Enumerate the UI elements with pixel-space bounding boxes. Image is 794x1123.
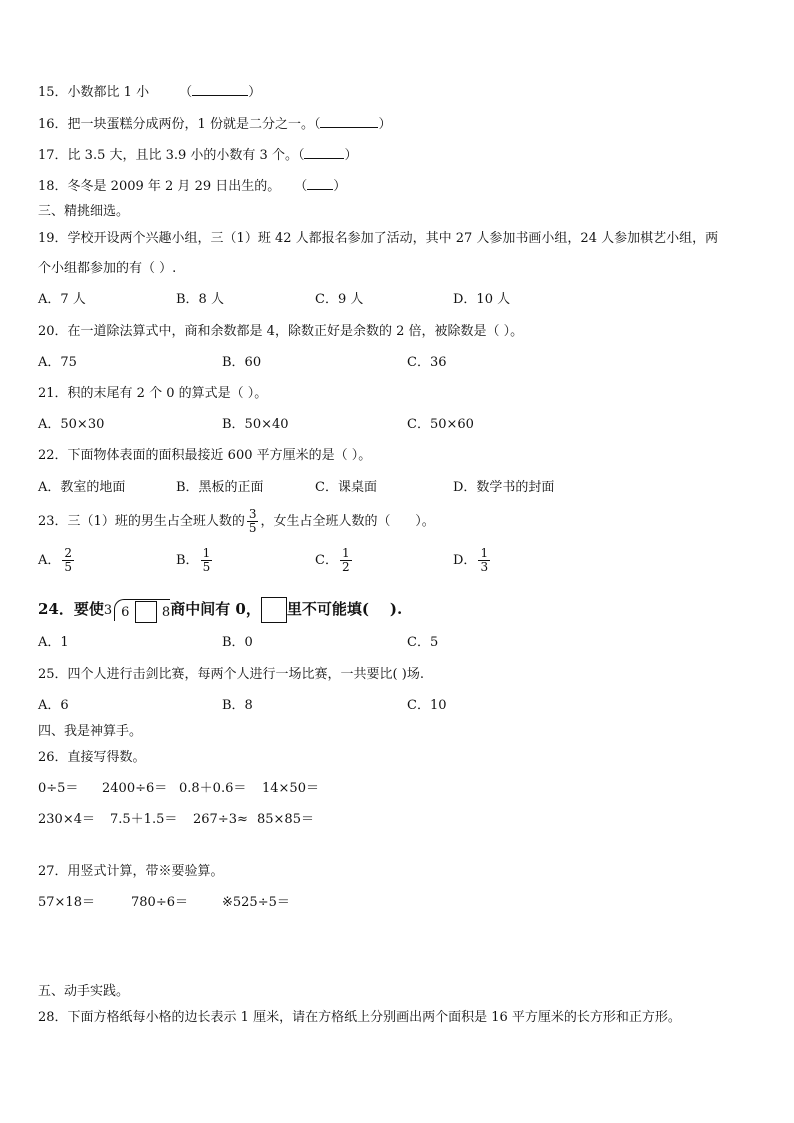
option-fraction [201, 547, 213, 574]
question-24 [38, 596, 402, 624]
option-c[interactable]: C．36 [407, 355, 447, 370]
option-d[interactable]: D．10 人 [453, 292, 511, 307]
option-b[interactable] [176, 547, 214, 574]
calc-item: 2400÷6＝ [102, 781, 168, 796]
calc-item: ※525÷5＝ [222, 895, 290, 910]
question-number: 16． [38, 117, 68, 132]
fraction-denominator: 5 [202, 560, 211, 574]
calc-item: 7.5＋1.5＝ [110, 812, 178, 827]
question-19-line2: 个小组都参加的有（ ）. [38, 261, 177, 276]
option-a[interactable]: A．50×30 [38, 417, 105, 432]
option-a[interactable]: A．教室的地面 [38, 480, 126, 495]
option-a[interactable]: A．75 [38, 355, 77, 370]
question-19-line1: 19．学校开设两个兴趣小组，三（1）班 42 人都报名参加了活动，其中 27 人参加书画小组，24 人参加棋艺小组，两 [38, 231, 719, 246]
option-d[interactable]: D．数学书的封面 [453, 480, 555, 495]
fraction-numerator: 3 [248, 507, 257, 521]
question-22: 22．下面物体表面的面积最接近 600 平方厘米的是（ ）。 [38, 448, 372, 463]
question-text: 把一块蛋糕分成两份，1 份就是二分之一。（ [67, 117, 321, 132]
question-17 [38, 146, 357, 164]
fraction-three-fifths [247, 508, 259, 535]
answer-blank[interactable] [320, 115, 378, 128]
question-text: 23．三（1）班的男生占全班人数的 [38, 514, 245, 529]
paren-close: ） [344, 148, 358, 163]
question-text: 里不可能填( ). [286, 600, 403, 618]
option-a[interactable]: A．7 人 [38, 292, 86, 307]
fraction-denominator: 5 [64, 560, 73, 574]
option-c[interactable]: C．50×60 [407, 417, 474, 432]
dividend-digit: 8 [161, 605, 171, 620]
question-27-title: 27．用竖式计算，带※要验算。 [38, 864, 224, 879]
fraction-denominator: 3 [480, 560, 489, 574]
question-number: 15． [38, 85, 68, 100]
calc-item: 85×85＝ [257, 812, 314, 827]
option-b[interactable]: B．8 [222, 698, 253, 713]
paren-close: ） [333, 179, 347, 194]
option-letter: C． [315, 553, 338, 568]
question-25: 25．四个人进行击剑比赛，每两个人进行一场比赛，一共要比( )场. [38, 667, 424, 682]
calc-item: 14×50＝ [262, 781, 319, 796]
question-text: 比 3.5 大，且比 3.9 小的小数有 3 个。（ [67, 148, 305, 163]
question-number: 18． [38, 179, 68, 194]
long-division-bracket [114, 599, 170, 621]
fraction-numerator: 1 [202, 546, 211, 560]
option-letter: A． [38, 553, 61, 568]
fraction-numerator: 1 [341, 546, 350, 560]
option-b[interactable]: B．8 人 [176, 292, 224, 307]
question-16 [38, 115, 391, 133]
question-text: 商中间有 0， [170, 600, 261, 618]
paren-close: ） [248, 85, 262, 100]
option-c[interactable]: C．9 人 [315, 292, 364, 307]
fraction-numerator: 1 [480, 546, 489, 560]
calc-item: 267÷3≈ [193, 812, 248, 827]
dividend-digit: 6 [121, 605, 130, 620]
option-c[interactable]: C．课桌面 [315, 480, 377, 495]
option-c[interactable]: C．5 [407, 635, 439, 650]
section-5-heading: 五、动手实践。 [38, 984, 130, 999]
question-number: 17． [38, 148, 68, 163]
paren-open: （ [294, 179, 308, 194]
answer-box[interactable] [261, 597, 287, 623]
calc-item: 230×4＝ [38, 812, 95, 827]
divisor: 3 [103, 603, 113, 618]
option-a[interactable] [38, 547, 76, 574]
question-text: ，女生占全班人数的（ ）。 [260, 514, 435, 529]
question-26-title: 26．直接写得数。 [38, 750, 146, 765]
option-c[interactable] [315, 547, 354, 574]
calc-item: 780÷6＝ [131, 895, 188, 910]
fraction-numerator: 2 [64, 546, 73, 560]
option-fraction [340, 547, 352, 574]
digit-box[interactable] [135, 601, 157, 623]
question-15 [38, 83, 261, 101]
question-text: 24．要使 [38, 600, 104, 618]
question-20: 20．在一道除法算式中，商和余数都是 4，除数正好是余数的 2 倍，被除数是（ ）。 [38, 324, 524, 339]
option-b[interactable]: B．黑板的正面 [176, 480, 264, 495]
option-letter: D． [453, 553, 477, 568]
question-18 [38, 177, 346, 195]
question-23 [38, 507, 435, 537]
option-b[interactable]: B．60 [222, 355, 262, 370]
option-fraction [62, 547, 74, 574]
option-c[interactable]: C．10 [407, 698, 447, 713]
option-b[interactable]: B．0 [222, 635, 253, 650]
question-28: 28．下面方格纸每小格的边长表示 1 厘米，请在方格纸上分别画出两个面积是 16 平方厘米的长方形和正方形。 [38, 1010, 681, 1025]
option-a[interactable]: A．1 [38, 635, 69, 650]
question-text: 小数都比 1 小 [67, 85, 150, 100]
paren-open: （ [179, 85, 193, 100]
fraction-denominator: 2 [341, 560, 350, 574]
answer-blank[interactable] [304, 146, 344, 159]
option-a[interactable]: A．6 [38, 698, 69, 713]
option-letter: B． [176, 553, 199, 568]
answer-blank[interactable] [192, 83, 248, 96]
question-21: 21．积的末尾有 2 个 0 的算式是（ ）。 [38, 386, 268, 401]
paren-close: ） [378, 117, 392, 132]
option-d[interactable] [453, 547, 492, 574]
section-4-heading: 四、我是神算手。 [38, 724, 143, 739]
answer-blank[interactable] [307, 177, 333, 190]
calc-item: 57×18＝ [38, 895, 95, 910]
calc-item: 0.8＋0.6＝ [179, 781, 247, 796]
option-fraction [478, 547, 490, 574]
question-text: 冬冬是 2009 年 2 月 29 日出生的。 [67, 179, 281, 194]
section-3-heading: 三、精挑细选。 [38, 204, 130, 219]
option-b[interactable]: B．50×40 [222, 417, 289, 432]
fraction-denominator: 5 [248, 521, 257, 535]
calc-item: 0÷5＝ [38, 781, 79, 796]
